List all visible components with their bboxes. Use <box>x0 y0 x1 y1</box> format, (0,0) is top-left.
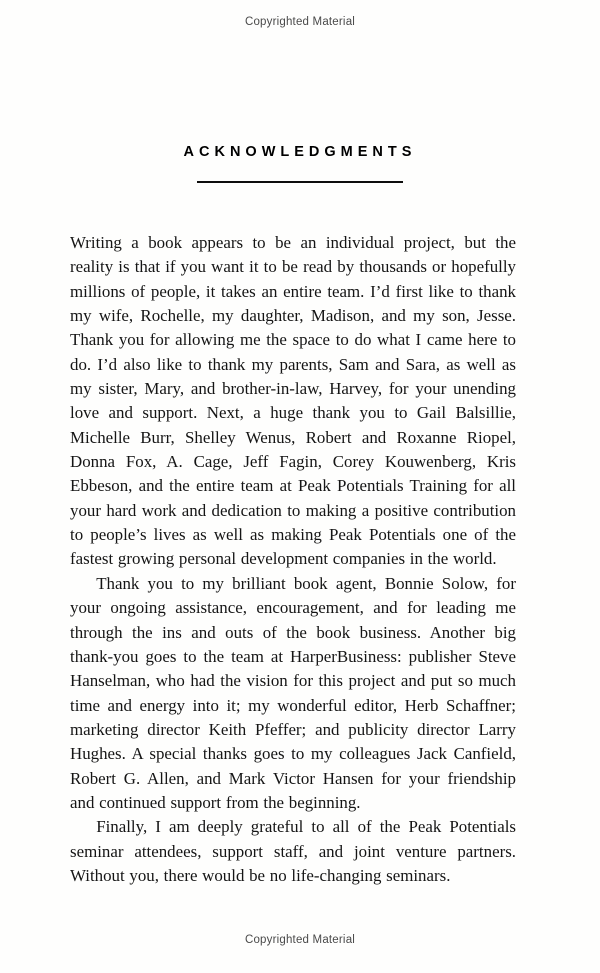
copyright-notice-top: Copyrighted Material <box>244 16 356 28</box>
body-text-block <box>70 231 516 888</box>
copyright-notice-bottom: Copyrighted Material <box>244 934 356 946</box>
heading-underline-rule <box>197 181 403 183</box>
chapter-title: ACKNOWLEDGMENTS <box>183 144 417 160</box>
paragraph-1: Writing a book appears to be an individual project, but the reality is that if you want it to be read by thousands or hopefully millions of people, it takes an entire team. I’d first like to thank my wife, Rochelle, my daughter, Madison, and my son, Jesse. Thank you for allowing me the space to do what I came here to do. I’d also like to thank my parents, Sam and Sara, as well as my sister, Mary, and brother-in-law, Harvey, for your unending love and support. Next, a huge thank you to Gail Balsillie, Michelle Burr, Shelley Wenus, Robert and Roxanne Riopel, Donna Fox, A. Cage, Jeff Fagin, Corey Kouwenberg, Kris Ebbeson, and the entire team at Peak Potentials Training for all your hard work and dedication to making a positive contribution to people’s lives as well as making Peak Potentials one of the fastest growing personal development companies in the world. <box>70 233 516 569</box>
paragraph-2: Thank you to my brilliant book agent, Bonnie Solow, for your ongoing assistance, encouragement, and for leading me through the ins and outs of the book business. Another big thank-you goes to the team at HarperBusiness: publisher Steve Hanselman, who had the vision for this project and put so much time and energy into it; my wonderful editor, Herb Schaffner; marketing director Keith Pfeffer; and publicity director Larry Hughes. A special thanks goes to my colleagues Jack Canfield, Robert G. Allen, and Mark Victor Hansen for your friendship and continued support from the beginning. <box>70 573 516 812</box>
chapter-heading-block <box>0 143 600 183</box>
paragraph-3: Finally, I am deeply grateful to all of the Peak Potentials seminar attendees, support staff, and joint venture partners. Without you, there would be no life-changing seminars. <box>70 817 516 885</box>
